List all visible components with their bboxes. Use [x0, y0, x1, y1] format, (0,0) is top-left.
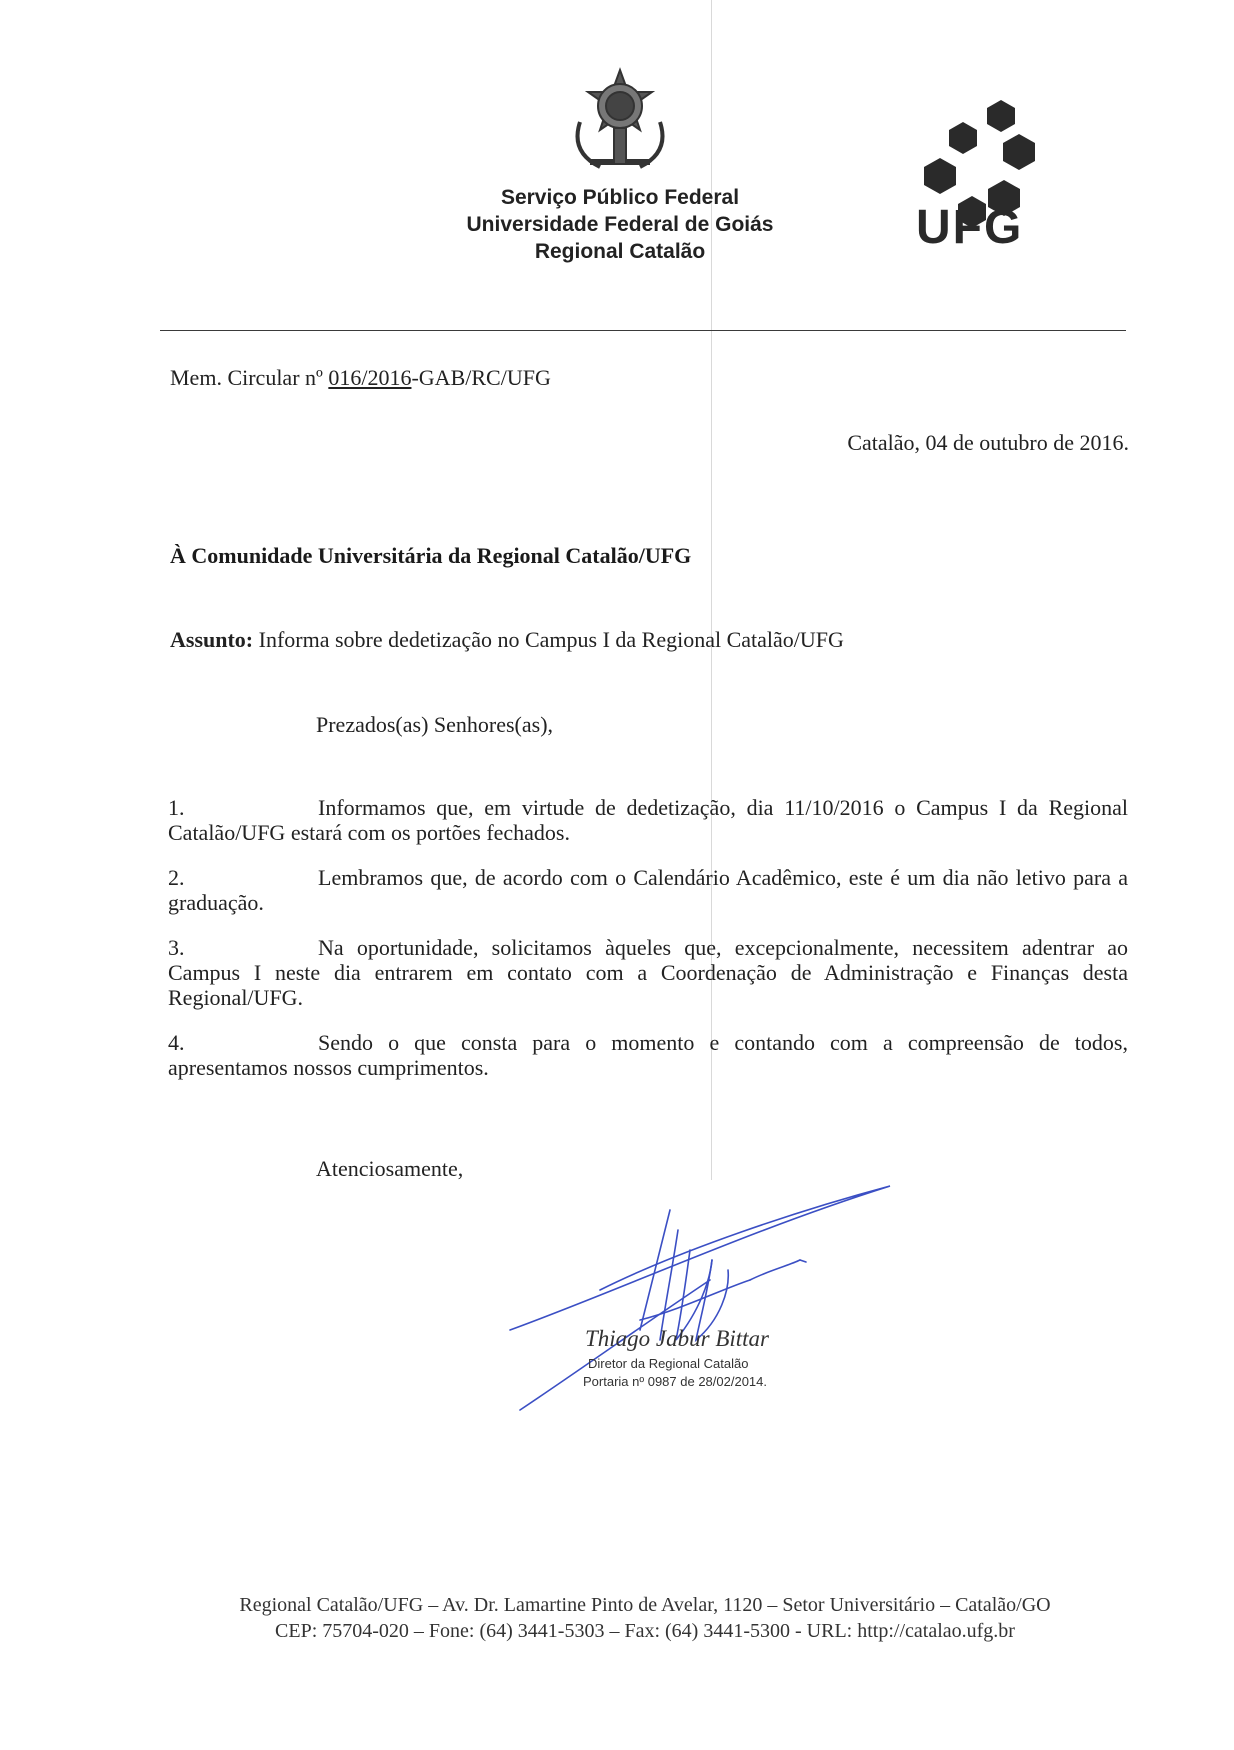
signer-role: Diretor da Regional Catalão: [588, 1356, 749, 1371]
paragraph-number: 3.: [168, 935, 185, 960]
paragraph-text: Lembramos que, de acordo com o Calendário Acadêmico, este é um dia não letivo para a graduação.: [168, 865, 1128, 915]
paragraph-text: Na oportunidade, solicitamos àqueles que, excepcionalmente, necessitem adentrar ao Campus I neste dia entrarem em contato com a Coordenação de Administração e Finanças desta Regional/UFG.: [168, 935, 1128, 1010]
paragraph-text: Informamos que, em virtude de dedetização, dia 11/10/2016 o Campus I da Regional Catalão/UFG estará com os portões fechados.: [168, 795, 1128, 845]
subject-line: [170, 627, 844, 653]
body-paragraph: [168, 865, 1128, 915]
signer-portaria: Portaria nº 0987 de 28/02/2014.: [583, 1374, 767, 1389]
memo-number: 016/2016: [328, 365, 412, 390]
header-line-service: Serviço Público Federal: [500, 186, 740, 209]
recipient-line: À Comunidade Universitária da Regional Catalão/UFG: [170, 543, 692, 568]
body-paragraph: [168, 935, 1128, 1010]
memo-body: [168, 795, 1128, 1100]
subject-label: Assunto:: [170, 627, 254, 652]
signer-name: Thiago Jabur Bittar: [585, 1326, 770, 1351]
handwritten-signature: [500, 1170, 920, 1430]
body-paragraph: [168, 795, 1128, 845]
header-divider: [160, 330, 1126, 331]
memo-suffix: -GAB/RC/UFG: [411, 365, 551, 390]
footer-contact: CEP: 75704-020 – Fone: (64) 3441-5303 – Fax: (64) 3441-5300 - URL: http://catalao.ufg.br: [275, 1620, 1015, 1642]
memo-reference: [170, 365, 551, 391]
institution-header: [420, 184, 820, 265]
subject-text: Informa sobre dedetização no Campus I da Regional Catalão/UFG: [253, 627, 844, 652]
page-footer: [150, 1592, 1140, 1644]
paragraph-number: 4.: [168, 1030, 185, 1055]
closing-line: Atenciosamente,: [316, 1156, 464, 1181]
memo-prefix: Mem. Circular nº: [170, 365, 329, 390]
paragraph-text: Sendo o que consta para o momento e contando com a compreensão de todos, apresentamos nossos cumprimentos.: [168, 1030, 1128, 1080]
header-line-university: Universidade Federal de Goiás: [466, 213, 774, 236]
coat-of-arms-icon: [560, 62, 680, 182]
salutation: Prezados(as) Senhores(as),: [316, 712, 554, 737]
paragraph-number: 2.: [168, 865, 185, 890]
memo-date: Catalão, 04 de outubro de 2016.: [847, 430, 1129, 455]
header-line-regional: Regional Catalão: [534, 240, 706, 263]
body-paragraph: [168, 1030, 1128, 1080]
footer-address: Regional Catalão/UFG – Av. Dr. Lamartine Pinto de Avelar, 1120 – Setor Universitário – Catalão/GO: [239, 1594, 1051, 1616]
paragraph-number: 1.: [168, 795, 185, 820]
ufg-logo-text: UFG: [916, 201, 1024, 254]
